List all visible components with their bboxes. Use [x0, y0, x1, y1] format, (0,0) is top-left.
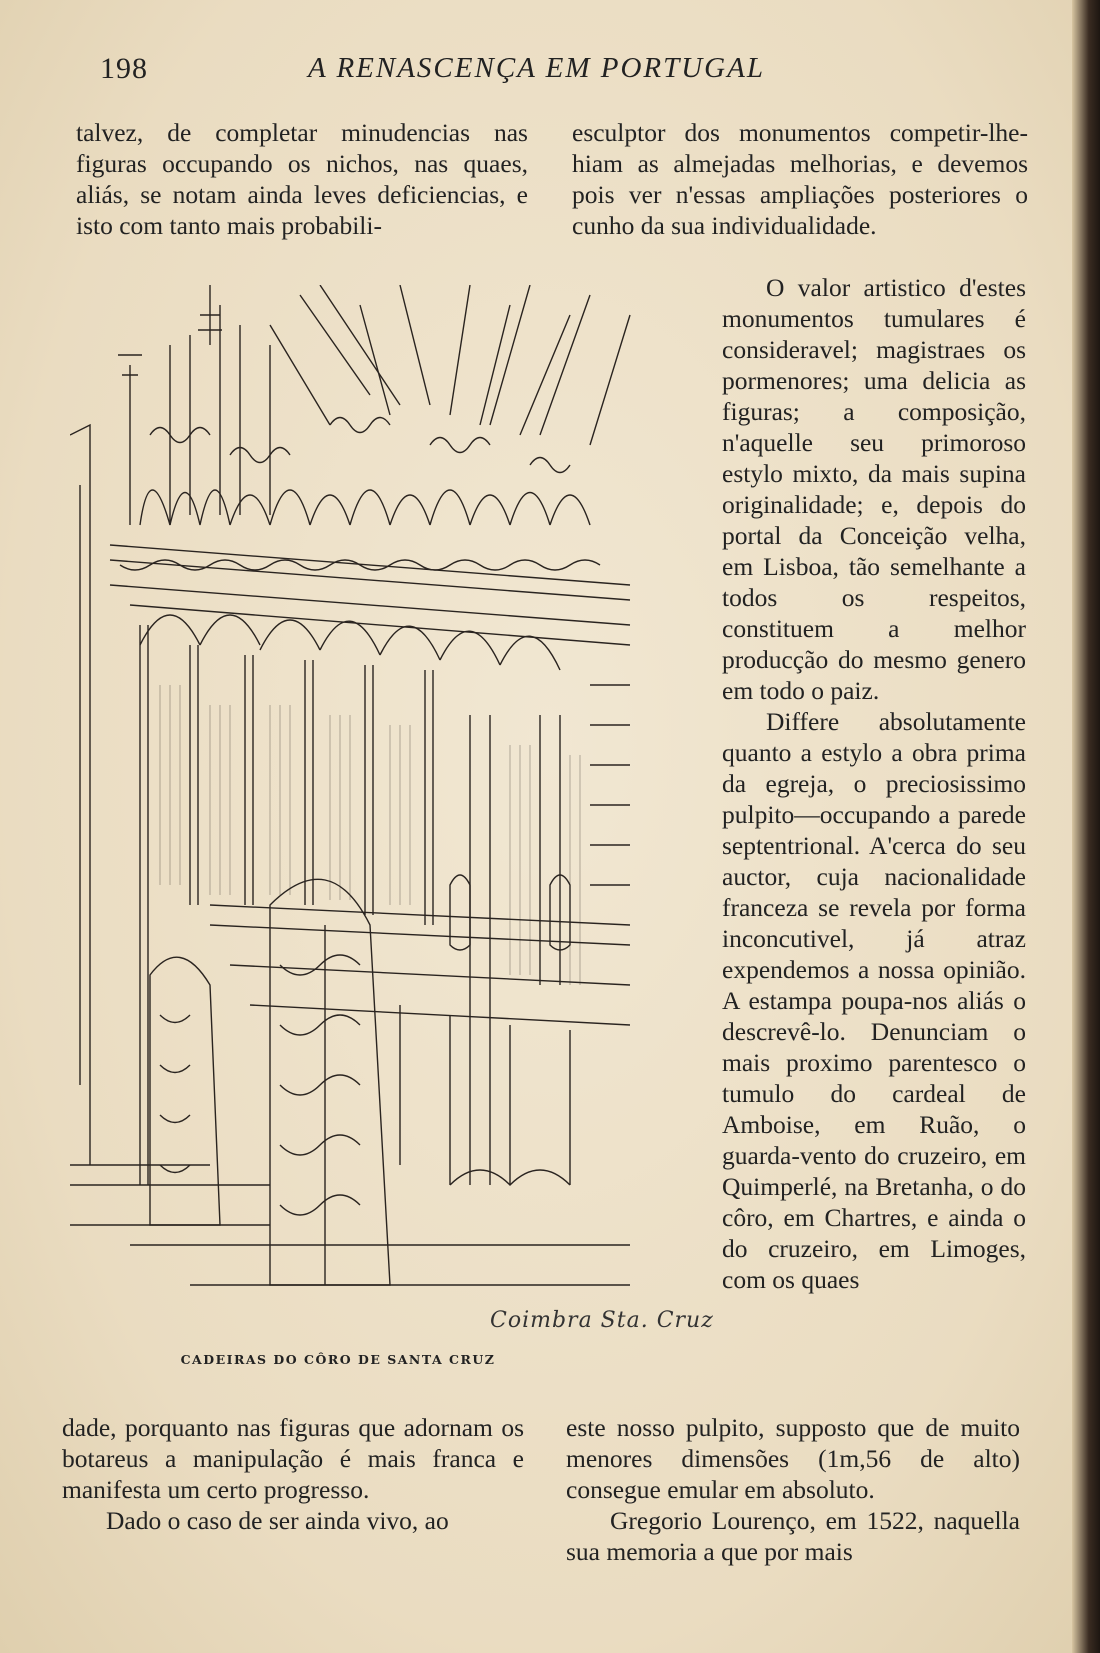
paragraph: Dado o caso de ser ainda vivo, ao: [106, 1506, 449, 1535]
left-column-bottom: [62, 1412, 524, 1536]
page-number: 198: [100, 52, 148, 85]
illustration-caption: CADEIRAS DO CÔRO DE SANTA CRUZ: [180, 1352, 496, 1367]
book-spine-shadow: [1072, 0, 1100, 1653]
right-column-mid: [722, 272, 1026, 1295]
right-column-bottom: [566, 1412, 1020, 1567]
paragraph: O valor artistico d'estes monumentos tumulares é consideravel; magistraes os pormenores; uma delicia as figuras; a composição, n'aquelle seu primoroso estylo mixto, da mais supina originalidade; e, depois do portal da Conceição velha, em Lisboa, tão semelhante a todos os respeitos, constituem a melhor producção do mesmo genero em todo o paiz.: [722, 273, 1026, 705]
paragraph: Differe absolutamente quanto a estylo a obra prima da egreja, o preciosissimo pulpito—occupando a parede septentrional. A'cerca do seu auctor, cuja nacionalidade franceza se revela por forma inconcutivel, já atraz expendemos a nossa opinião. A estampa poupa-nos aliás o descrevê-lo. Denunciam o mais proximo parentesco o tumulo do cardeal de Amboise, em Ruão, o guarda-vento do cruzeiro, em Quimperlé, na Bretanha, o do côro, em Chartres, e ainda o do cruzeiro, em Limoges, com os quaes: [722, 707, 1026, 1294]
paragraph: Gregorio Lourenço, em 1522, naquella sua memoria a que por mais: [566, 1506, 1020, 1566]
engraving-drawing: [70, 285, 682, 1350]
artist-signature: Coimbra Sta. Cruz: [490, 1308, 714, 1333]
page-header: [0, 52, 1100, 92]
paragraph: dade, porquanto nas figuras que adornam os botareus a manipulação é mais franca e manifesta um certo progresso.: [62, 1413, 524, 1504]
paragraph: esculptor dos monumentos competir-lhe-hiam as almejadas melhorias, e devemos pois ver n'essas ampliações posteriores o cunho da sua individualidade.: [572, 118, 1028, 240]
choir-stalls-engraving: [70, 285, 682, 1350]
right-column-top: [572, 117, 1028, 241]
running-title: A RENASCENÇA EM PORTUGAL: [308, 52, 765, 84]
left-column-top: [76, 117, 528, 241]
paragraph: este nosso pulpito, supposto que de muito menores dimensões (1m,56 de alto) consegue emular em absoluto.: [566, 1413, 1020, 1504]
paragraph: talvez, de completar minudencias nas figuras occupando os nichos, nas quaes, aliás, se notam ainda leves deficiencias, e isto com tanto mais probabili-: [76, 118, 528, 240]
